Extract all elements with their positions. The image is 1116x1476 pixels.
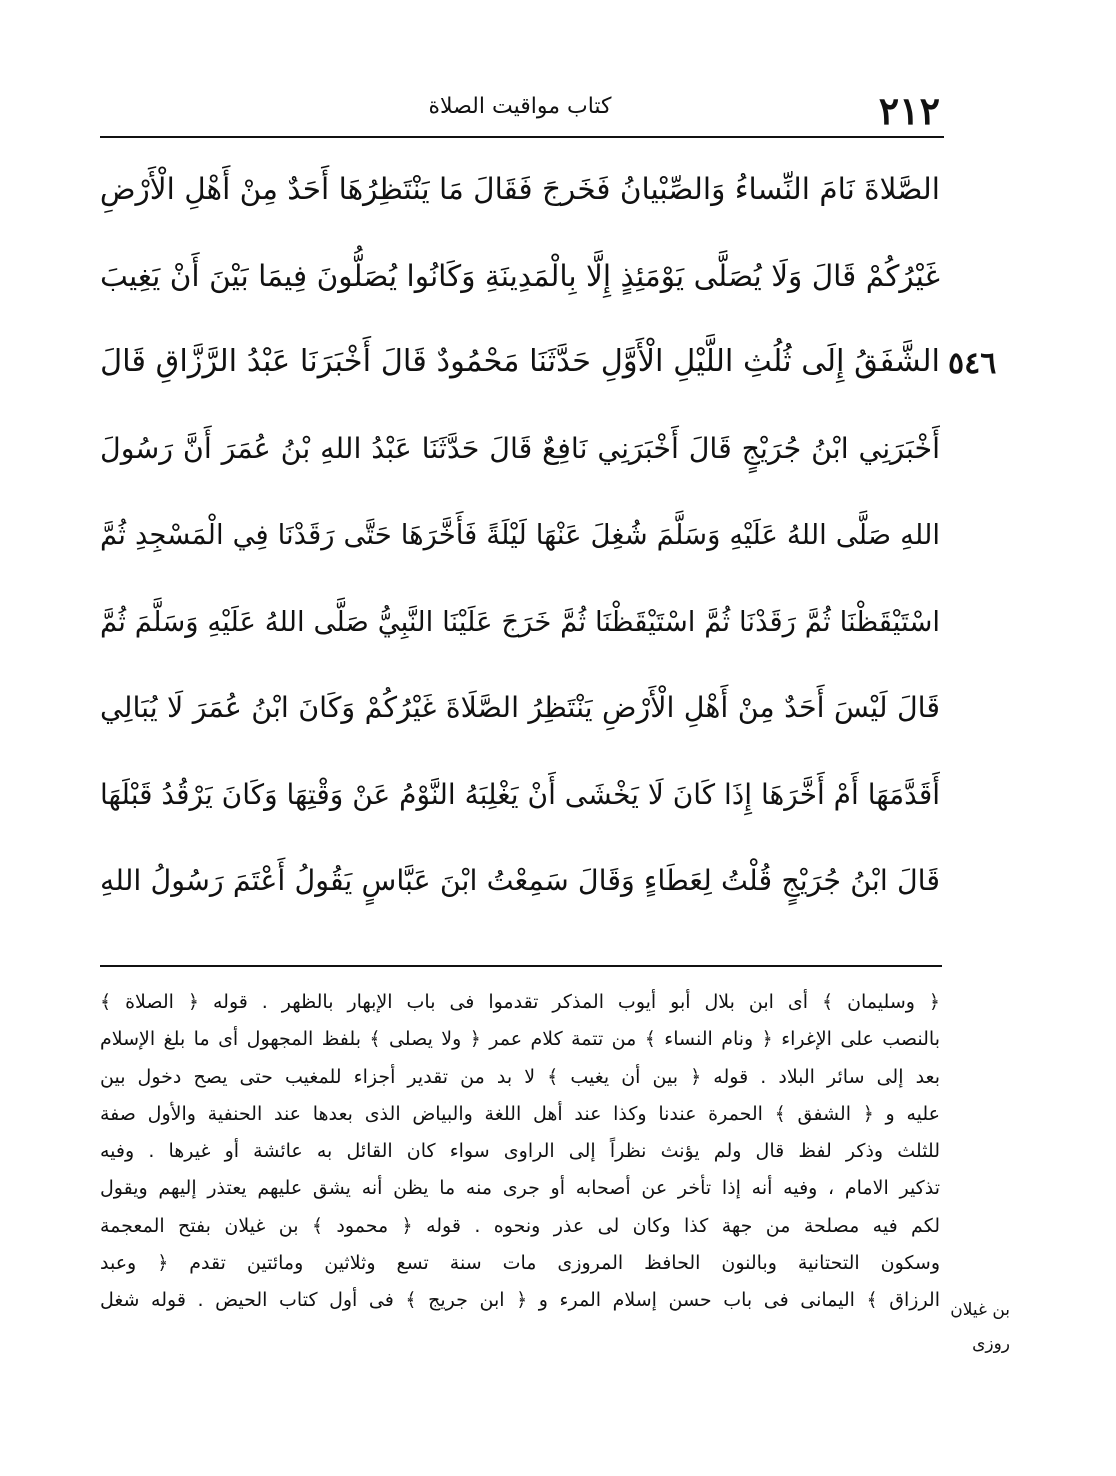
- commentary-line: ﴿ وسليمان ﴾ أى ابن بلال أبو أيوب المذكر تقدموا فى باب الإبهار بالظهر . قوله ﴿ الصلاة ﴾: [100, 991, 940, 1013]
- page-header: [100, 88, 940, 132]
- margin-note-line: بن غيلان: [950, 1300, 1010, 1320]
- margin-note-line: روزى: [972, 1334, 1010, 1354]
- text-line: غَيْرُكُمْ قَالَ وَلَا يُصَلَّى يَوْمَئِذٍ إِلَّا بِالْمَدِينَةِ وَكَانُوا يُصَلُّونَ فِيمَا بَيْنَ أَنْ يَغِيبَ: [100, 258, 940, 293]
- commentary-line: لكم فيه مصلحة من جهة كذا وكان لى عذر ونحوه . قوله ﴿ محمود ﴾ بن غيلان بفتح المعجمة: [100, 1214, 940, 1237]
- commentary-line: وسكون التحتانية وبالنون الحافظ المروزى مات سنة تسع وثلاثين ومائتين تقدم ﴿ وعبد: [100, 1252, 940, 1275]
- commentary-line: بالنصب على الإغراء ﴿ ونام النساء ﴾ من تتمة كلام عمر ﴿ ولا يصلى ﴾ بلفظ المجهول أى ما بلغ الإسلام: [100, 1028, 940, 1051]
- text-line: اسْتَيْقَظْنَا ثُمَّ رَقَدْنَا ثُمَّ اسْتَيْقَظْنَا ثُمَّ خَرَجَ عَلَيْنَا النَّبِيُّ صَلَّى اللهُ عَلَيْهِ وَسَلَّمَ ثُمَّ: [100, 605, 940, 638]
- commentary-line: للثلث وذكر لفظ قال ولم يؤنث نظراً إلى الراوى سواء كان القائل به عائشة أو غيرها . وفيه: [100, 1140, 940, 1163]
- text-line: قَالَ لَيْسَ أَحَدٌ مِنْ أَهْلِ الْأَرْضِ يَنْتَظِرُ الصَّلَاةَ غَيْرُكُمْ وَكَانَ ابْنُ عُمَرَ لَا يُبَالِي: [100, 691, 940, 724]
- header-divider: [100, 136, 944, 138]
- hadith-text: [100, 146, 940, 925]
- commentary-notes: [100, 984, 940, 1320]
- text-line: أَخْبَرَنِي ابْنُ جُرَيْجٍ قَالَ أَخْبَرَنِي نَافِعٌ قَالَ حَدَّثَنَا عَبْدُ اللهِ بْنُ عُمَرَ أَنَّ رَسُولَ: [100, 431, 940, 465]
- text-line: الشَّفَقُ إِلَى ثُلُثِ اللَّيْلِ الْأَوَّلِ حَدَّثَنَا مَحْمُودٌ قَالَ أَخْبَرَنَا عَبْدُ الرَّزَّاقِ قَالَ: [100, 344, 940, 379]
- margin-note: [950, 1293, 1010, 1361]
- page-number: ٢١٢: [878, 88, 940, 133]
- text-line: قَالَ ابْنُ جُرَيْجٍ قُلْتُ لِعَطَاءٍ وَقَالَ سَمِعْتُ ابْنَ عَبَّاسٍ يَقُولُ أَعْتَمَ رَسُولُ اللهِ: [100, 864, 940, 897]
- text-line: أَقَدَّمَهَا أَمْ أَخَّرَهَا إِذَا كَانَ لَا يَخْشَى أَنْ يَغْلِبَهُ النَّوْمُ عَنْ وَقْتِهَا وَكَانَ يَرْقُدُ قَبْلَهَا: [100, 777, 940, 811]
- footnote-divider: [100, 965, 942, 967]
- running-title: كتاب مواقيت الصلاة: [428, 94, 612, 119]
- hadith-number: ٥٤٦: [948, 346, 997, 381]
- commentary-line: عليه و ﴿ الشفق ﴾ الحمرة عندنا وكذا عند أهل اللغة والبياض الذى بعدها عند الحنفية والأول صفة: [100, 1102, 940, 1125]
- commentary-line: تذكير الامام ، وفيه أنه إذا تأخر عن أصحابه أو جرى منه ما يظن أنه يشق عليهم يعتذر إليهم ويقول: [100, 1177, 940, 1200]
- commentary-line: بعد إلى سائر البلاد . قوله ﴿ بين أن يغيب ﴾ لا بد من تقدير أجزاء للمغيب حتى يصح دخول بين: [100, 1065, 940, 1088]
- commentary-line: الرزاق ﴾ اليمانى فى باب حسن إسلام المرء و ﴿ ابن جريج ﴾ فى أول كتاب الحيض . قوله شغل: [100, 1289, 940, 1312]
- text-line: الصَّلاةَ نَامَ النِّساءُ وَالصِّبْيانُ فَخَرجَ فَقَالَ مَا يَنْتَظِرُهَا أَحَدٌ مِنْ أَهْلِ الْأَرْضِ: [100, 172, 940, 206]
- text-line: اللهِ صَلَّى اللهُ عَلَيْهِ وَسَلَّمَ شُغِلَ عَنْهَا لَيْلَةً فَأَخَّرَهَا حَتَّى رَقَدْنَا فِي الْمَسْجِدِ ثُمَّ: [100, 519, 940, 551]
